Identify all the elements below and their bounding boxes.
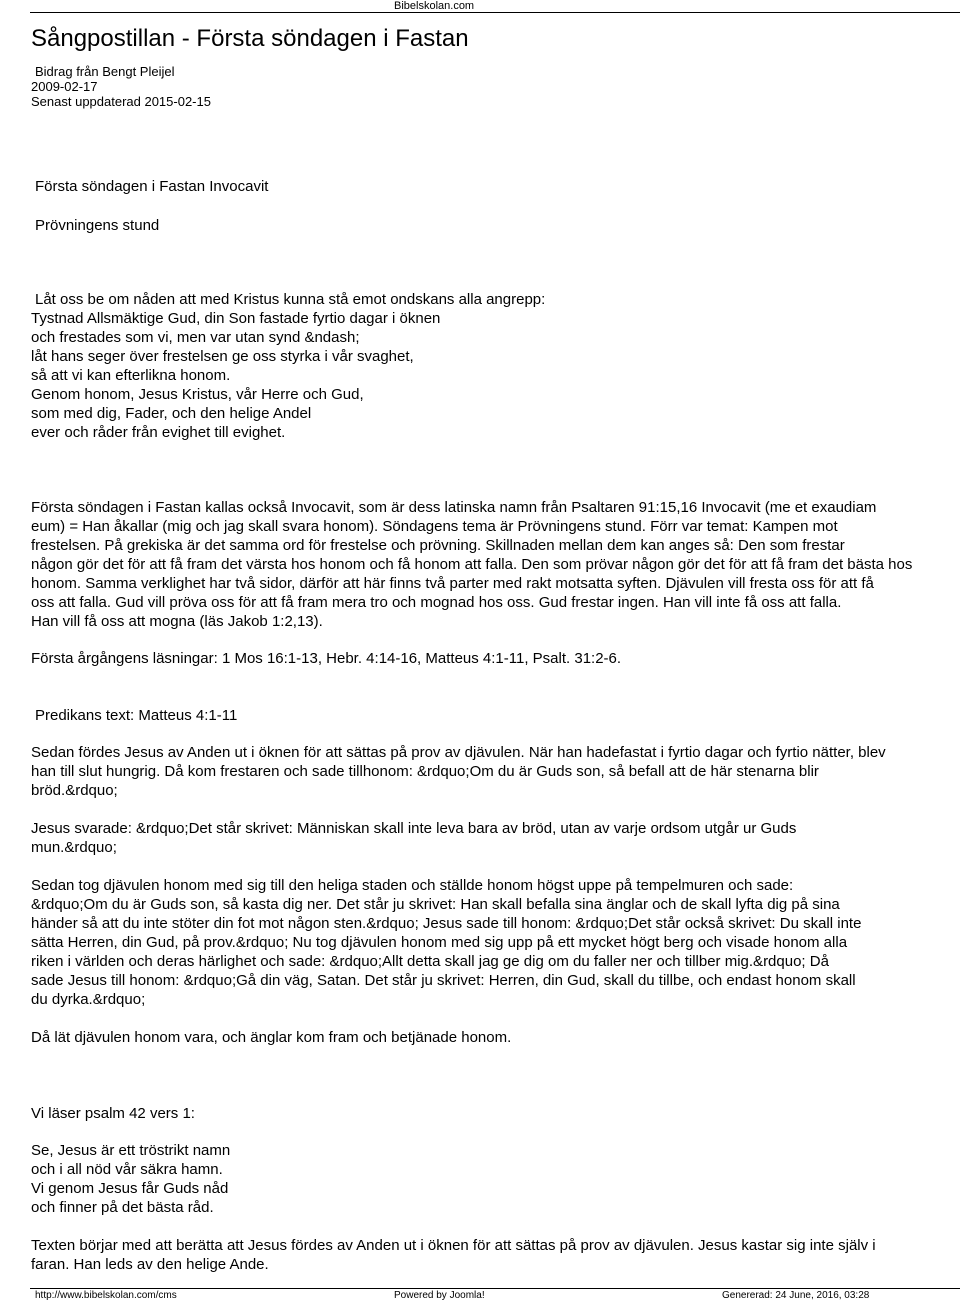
body-line: eum) = Han åkallar (mig och jag skall svara honom). Söndagens tema är Prövningens stund. Förr var temat: Kampen mot bbox=[31, 518, 838, 535]
site-name: Bibelskolan.com bbox=[394, 0, 475, 12]
body-line: honom. Samma verklighet har två sidor, därför att här finns två parter med rakt motsatta syften. Djävulen vill fresta oss för att få bbox=[31, 575, 874, 592]
header-rule bbox=[30, 12, 960, 13]
author-line: Bidrag från Bengt Pleijel bbox=[35, 64, 175, 79]
body-line: och finner på det bästa råd. bbox=[31, 1199, 214, 1216]
body-line: någon gör det för att få fram det värsta hos honom och få honom att falla. Den som prövar någon gör det för att få fram det bästa hos bbox=[31, 556, 913, 573]
body-line: så att vi kan efterlikna honom. bbox=[31, 367, 231, 384]
body-line: Se, Jesus är ett tröstrikt namn bbox=[31, 1142, 231, 1159]
footer-rule bbox=[30, 1288, 960, 1289]
body-line: Första årgångens läsningar: 1 Mos 16:1-13, Hebr. 4:14-16, Matteus 4:1-11, Psalt. 31:2-6. bbox=[31, 650, 622, 667]
body-line: händer så att du inte stöter din fot mot någon sten.&rdquo; Jesus sade till honom: &rdquo;Det står också skrivet: Du skall inte bbox=[31, 915, 862, 932]
body-line: Genom honom, Jesus Kristus, vår Herre och Gud, bbox=[31, 386, 364, 403]
body-line: sätta Herren, din Gud, på prov.&rdquo; Nu tog djävulen honom med sig upp på ett mycket högt berg och visade honom alla bbox=[31, 934, 848, 951]
body-line: Jesus svarade: &rdquo;Det står skrivet: Människan skall inte leva bara av bröd, utan av varje ordsom utgår ur Guds bbox=[31, 820, 797, 837]
body-line: ever och råder från evighet till evighet. bbox=[31, 424, 286, 441]
footer-powered: Powered by Joomla! bbox=[394, 1290, 485, 1301]
body-line: Han vill få oss att mogna (läs Jakob 1:2,13). bbox=[31, 613, 323, 630]
body-line: riken i världen och deras härlighet och sade: &rdquo;Allt detta skall jag ge dig om du faller ner och tillber mig.&rdquo; Då bbox=[31, 953, 829, 970]
body-line: Då lät djävulen honom vara, och änglar kom fram och betjänade honom. bbox=[31, 1029, 512, 1046]
footer-url[interactable]: http://www.bibelskolan.com/cms bbox=[35, 1290, 177, 1301]
body-line: Första söndagen i Fastan Invocavit bbox=[35, 178, 269, 195]
created-date: 2009-02-17 bbox=[31, 79, 98, 94]
updated-date: Senast uppdaterad 2015-02-15 bbox=[31, 94, 211, 109]
footer-generated: Genererad: 24 June, 2016, 03:28 bbox=[722, 1290, 870, 1301]
body-line: han till slut hungrig. Då kom frestaren och sade tillhonom: &rdquo;Om du är Guds son, så befall att de här stenarna blir bbox=[31, 763, 819, 780]
body-line: du dyrka.&rdquo; bbox=[31, 991, 146, 1008]
body-line: och i all nöd vår säkra hamn. bbox=[31, 1161, 223, 1178]
body-line: Sedan fördes Jesus av Anden ut i öknen för att sättas på prov av djävulen. När han hadefastat i fyrtio dagar och fyrtio nätter, blev bbox=[31, 744, 886, 761]
body-line: Texten börjar med att berätta att Jesus fördes av Anden ut i öknen för att sättas på prov av djävulen. Jesus kastar sig inte själv i bbox=[31, 1237, 876, 1254]
body-line: och frestades som vi, men var utan synd &ndash; bbox=[31, 329, 360, 346]
body-line: Vi läser psalm 42 vers 1: bbox=[31, 1105, 195, 1122]
body-line: låt hans seger över frestelsen ge oss styrka i vår svaghet, bbox=[31, 348, 414, 365]
body-line: &rdquo;Om du är Guds son, så kasta dig ner. Det står ju skrivet: Han skall befalla sina änglar och de skall lyfta dig på sina bbox=[31, 896, 840, 913]
body-line: Vi genom Jesus får Guds nåd bbox=[31, 1180, 229, 1197]
body-line: sade Jesus till honom: &rdquo;Gå din väg, Satan. Det står ju skrivet: Herren, din Gud, skall du tillbe, och endast honom skall bbox=[31, 972, 856, 989]
body-line: Sedan tog djävulen honom med sig till den heliga staden och ställde honom högst uppe på tempelmuren och sade: bbox=[31, 877, 794, 894]
body-line: Låt oss be om nåden att med Kristus kunna stå emot ondskans alla angrepp: bbox=[35, 291, 546, 308]
body-line: bröd.&rdquo; bbox=[31, 782, 118, 799]
body-line: Första söndagen i Fastan kallas också Invocavit, som är dess latinska namn från Psaltaren 91:15,16 Invocavit (me et exaudiam bbox=[31, 499, 877, 516]
body-line: frestelsen. På grekiska är det samma ord för frestelse och prövning. Skillnaden mellan dem kan anges så: Den som frestar bbox=[31, 537, 845, 554]
body-line: faran. Han leds av den helige Ande. bbox=[31, 1256, 269, 1273]
body-line: Prövningens stund bbox=[35, 217, 160, 234]
body-line: oss att falla. Gud vill pröva oss för att få fram mera tro och mognad hos oss. Gud frestar ingen. Han vill inte få oss att falla. bbox=[31, 594, 842, 611]
body-line: som med dig, Fader, och den helige Andel bbox=[31, 405, 312, 422]
body-line: mun.&rdquo; bbox=[31, 839, 117, 856]
body-line: Tystnad Allsmäktige Gud, din Son fastade fyrtio dagar i öknen bbox=[31, 310, 441, 327]
page-title: Sångpostillan - Första söndagen i Fastan bbox=[31, 25, 469, 52]
body-line: Predikans text: Matteus 4:1-11 bbox=[35, 707, 238, 724]
